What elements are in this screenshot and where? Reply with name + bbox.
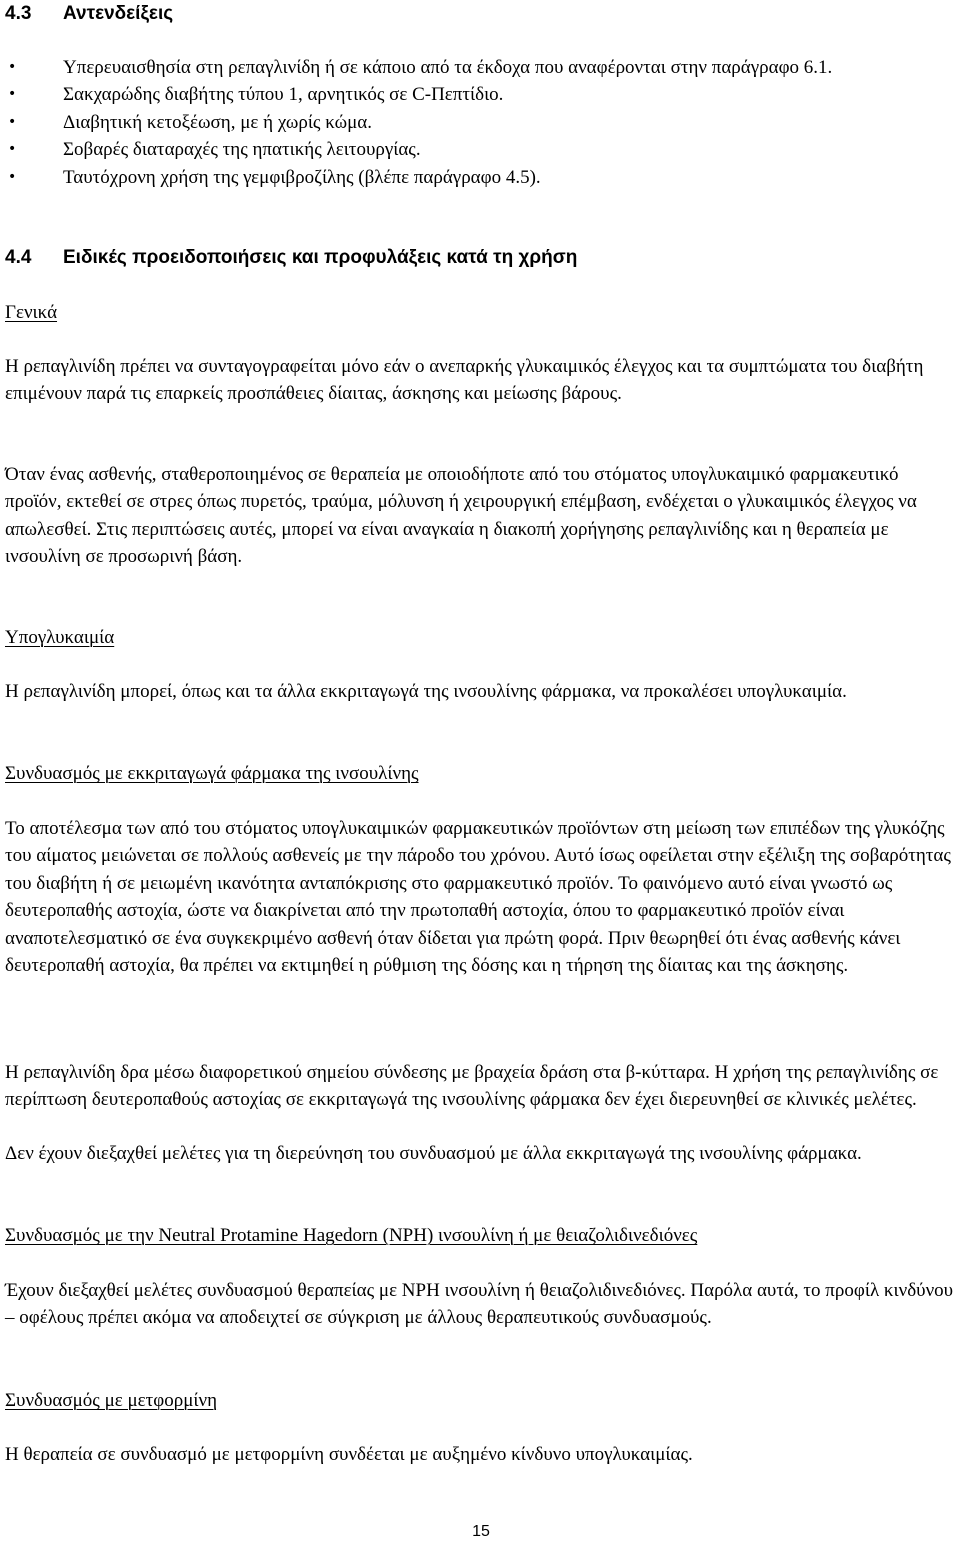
bullet-icon: • [8, 141, 17, 158]
list-item-text: Σοβαρές διαταραχές της ηπατικής λειτουργίας. [63, 139, 421, 161]
list-item [5, 136, 945, 163]
section-heading-4-3 [5, 0, 173, 27]
section-title: Ειδικές προειδοποιήσεις και προφυλάξεις κατά τη χρήση [63, 247, 578, 268]
list-item-text: Ταυτόχρονη χρήση της γεμφιβροζίλης (βλέπε παράγραφο 4.5). [63, 166, 541, 188]
bullet-icon: • [8, 113, 17, 130]
list-item [5, 54, 945, 81]
section-number: 4.4 [5, 247, 32, 268]
paragraph-hypoglycaemia: Η ρεπαγλινίδη μπορεί, όπως και τα άλλα εκκριταγωγά της ινσουλίνης φάρμακα, να προκαλέσει υπογλυκαιμία. [5, 681, 847, 702]
bullet-icon: • [8, 168, 17, 185]
paragraph-general-2: Όταν ένας ασθενής, σταθεροποιημένος σε θεραπεία με οποιοδήποτε από του στόματος υπογλυκαιμικό φαρμακευτικό προϊόν, εκτεθεί σε στρες όπως πυρετός, τραύμα, μόλυνση ή χειρουργική επέμβαση, ενδέχεται ο γλυκαιμικός έλεγχος να απωλεσθεί. Στις περιπτώσεις αυτές, μπορεί να είναι αναγκαία η διακοπή χορήγησης ρεπαγλινίδης και η θεραπεία με ινσουλίνη σε προσωρινή βάση. [5, 464, 917, 568]
bullet-icon: • [8, 59, 17, 75]
section-heading-4-4 [5, 244, 577, 271]
contraindications-list [5, 54, 945, 191]
list-item-text: Σακχαρώδης διαβήτης τύπου 1, αρνητικός σε C-Πεπτίδιο. [63, 84, 504, 106]
page-number: 15 [472, 1523, 490, 1540]
paragraph-secretagogues-1: Το αποτέλεσμα των από του στόματος υπογλυκαιμικών φαρμακευτικών προϊόντων στη μείωση των επιπέδων της γλυκόζης του αίματος μειώνεται σε πολλούς ασθενείς με την πάροδο του χρόνου. Αυτό ίσως οφείλεται στην εξέλιξη της σοβαρότητας του διαβήτη ή σε μειωμένη ικανότητα ανταπόκρισης στο φαρμακευτικό προϊόν. Το φαινόμενο αυτό είναι γνωστό ως δευτεροπαθής αστοχία, ώστε να διακρίνεται από την πρωτοπαθή αστοχία, όπου το φαρμακευτικό προϊόν είναι αναποτελεσματικό σε ένα συγκεκριμένο ασθενή όταν δίδεται για πρώτη φορά. Πριν θεωρηθεί ότι ένας ασθενής κάνει δευτεροπαθή αστοχία, θα πρέπει να εκτιμηθεί η ρύθμιση της δόσης και η τήρηση της δίαιτας και της άσκησης. [5, 818, 951, 977]
list-item [5, 81, 945, 108]
subheading-nph: Συνδυασμός με την Neutral Protamine Hagedorn (NPH) ινσουλίνη ή με θειαζολιδινεδιόνες [5, 1225, 698, 1246]
subheading-secretagogues: Συνδυασμός με εκκριταγωγά φάρμακα της ινσουλίνης [5, 763, 419, 784]
paragraph-general-1: Η ρεπαγλινίδη πρέπει να συνταγογραφείται μόνο εάν ο ανεπαρκής γλυκαιμικός έλεγχος και τα συμπτώματα του διαβήτη επιμένουν παρά τις επαρκείς προσπάθειες δίαιτας, άσκησης και μείωσης βάρους. [5, 356, 924, 405]
list-item [5, 164, 945, 191]
paragraph-metformin: Η θεραπεία σε συνδυασμό με μετφορμίνη συνδέεται με αυξημένο κίνδυνο υπογλυκαιμίας. [5, 1444, 693, 1465]
paragraph-nph: Έχουν διεξαχθεί μελέτες συνδυασμού θεραπείας με NPH ινσουλίνη ή θειαζολιδινεδιόνες. Παρόλα αυτά, το προφίλ κινδύνου – οφέλους πρέπει ακόμα να αποδειχτεί σε σύγκριση με άλλους θεραπευτικούς συνδυασμούς. [5, 1280, 954, 1329]
subheading-metformin: Συνδυασμός με μετφορμίνη [5, 1390, 218, 1411]
section-number: 4.3 [5, 3, 32, 24]
paragraph-secretagogues-2: Η ρεπαγλινίδη δρα μέσω διαφορετικού σημείου σύνδεσης με βραχεία δράση στα β-κύτταρα. Η χρήση της ρεπαγλινίδης σε περίπτωση δευτεροπαθούς αστοχίας σε εκκριταγωγά της ινσουλίνης φάρμακα δεν έχει διερευνηθεί σε κλινικές μελέτες. [5, 1062, 939, 1111]
paragraph-secretagogues-3: Δεν έχουν διεξαχθεί μελέτες για τη διερεύνηση του συνδυασμού με άλλα εκκριταγωγά της ινσουλίνης φάρμακα. [5, 1143, 862, 1164]
list-item-text: Υπερευαισθησία στη ρεπαγλινίδη ή σε κάποιο από τα έκδοχα που αναφέρονται στην παράγραφο 6.1. [63, 57, 833, 78]
list-item-text: Διαβητική κετοξέωση, με ή χωρίς κώμα. [63, 111, 373, 133]
subheading-hypoglycaemia: Υπογλυκαιμία [5, 627, 115, 648]
subheading-general: Γενικά [5, 302, 58, 323]
bullet-icon: • [8, 86, 17, 103]
list-item [5, 109, 945, 136]
section-title: Αντενδείξεις [63, 3, 174, 24]
